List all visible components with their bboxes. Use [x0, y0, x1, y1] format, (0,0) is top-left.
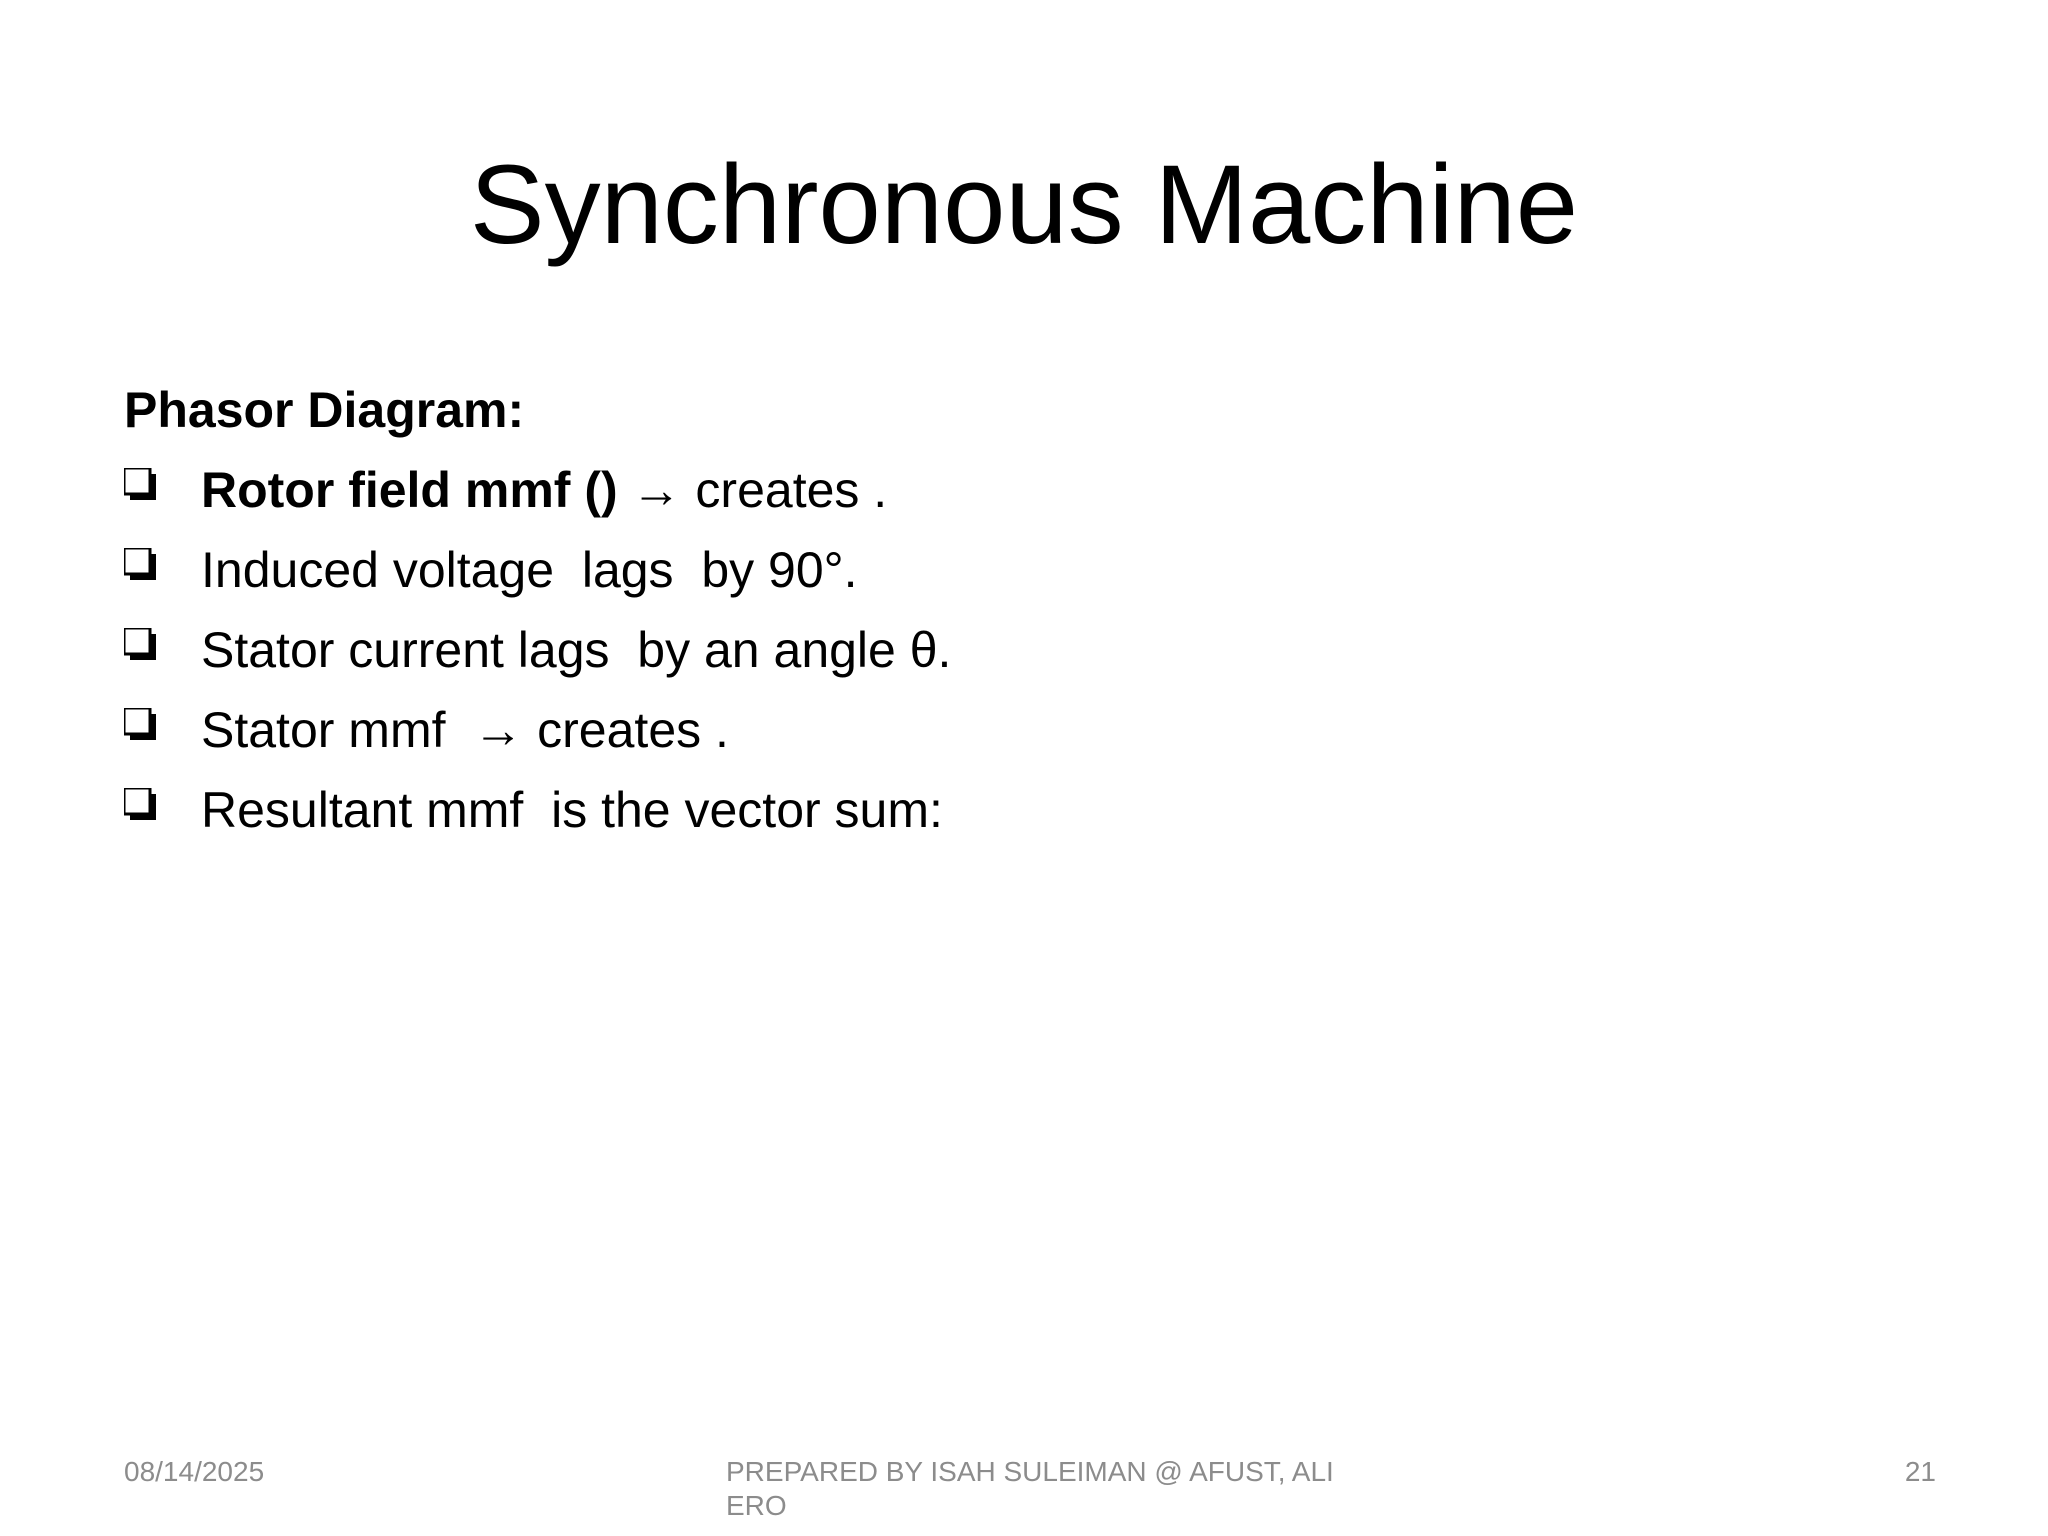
- bullet-text: Stator current lags by an angle θ.: [201, 622, 952, 678]
- slide-content: [124, 380, 1924, 860]
- bullet-bold-text: Rotor field mmf (): [201, 462, 618, 518]
- footer-date: 08/14/2025: [124, 1456, 265, 1487]
- bullet-text: Resultant mmf is the vector sum:: [201, 782, 943, 838]
- bullet-text: [201, 460, 887, 520]
- bullet-item-stator-current: [124, 620, 1924, 680]
- bullet-plain-text: → creates .: [617, 462, 888, 518]
- bullet-item-stator-mmf: [124, 700, 1924, 760]
- section-heading: Phasor Diagram:: [124, 382, 525, 438]
- checkbox-square-icon: [124, 468, 156, 500]
- slide-title: Synchronous Machine: [469, 142, 1579, 267]
- bullet-item-resultant-mmf: [124, 780, 1924, 840]
- footer-author: PREPARED BY ISAH SULEIMAN @ AFUST, ALIERO: [726, 1456, 1334, 1521]
- checkbox-square-icon: [124, 708, 156, 740]
- checkbox-square-icon: [124, 788, 156, 820]
- bullet-text: Induced voltage lags by 90°.: [201, 542, 858, 598]
- slide-number: 21: [1904, 1456, 1936, 1487]
- bullet-item-rotor-field: [124, 460, 1924, 520]
- bullet-item-induced-voltage: [124, 540, 1924, 600]
- bullet-list: [124, 460, 1924, 840]
- bullet-text: Stator mmf → creates .: [201, 702, 729, 758]
- checkbox-square-icon: [124, 548, 156, 580]
- checkbox-square-icon: [124, 628, 156, 660]
